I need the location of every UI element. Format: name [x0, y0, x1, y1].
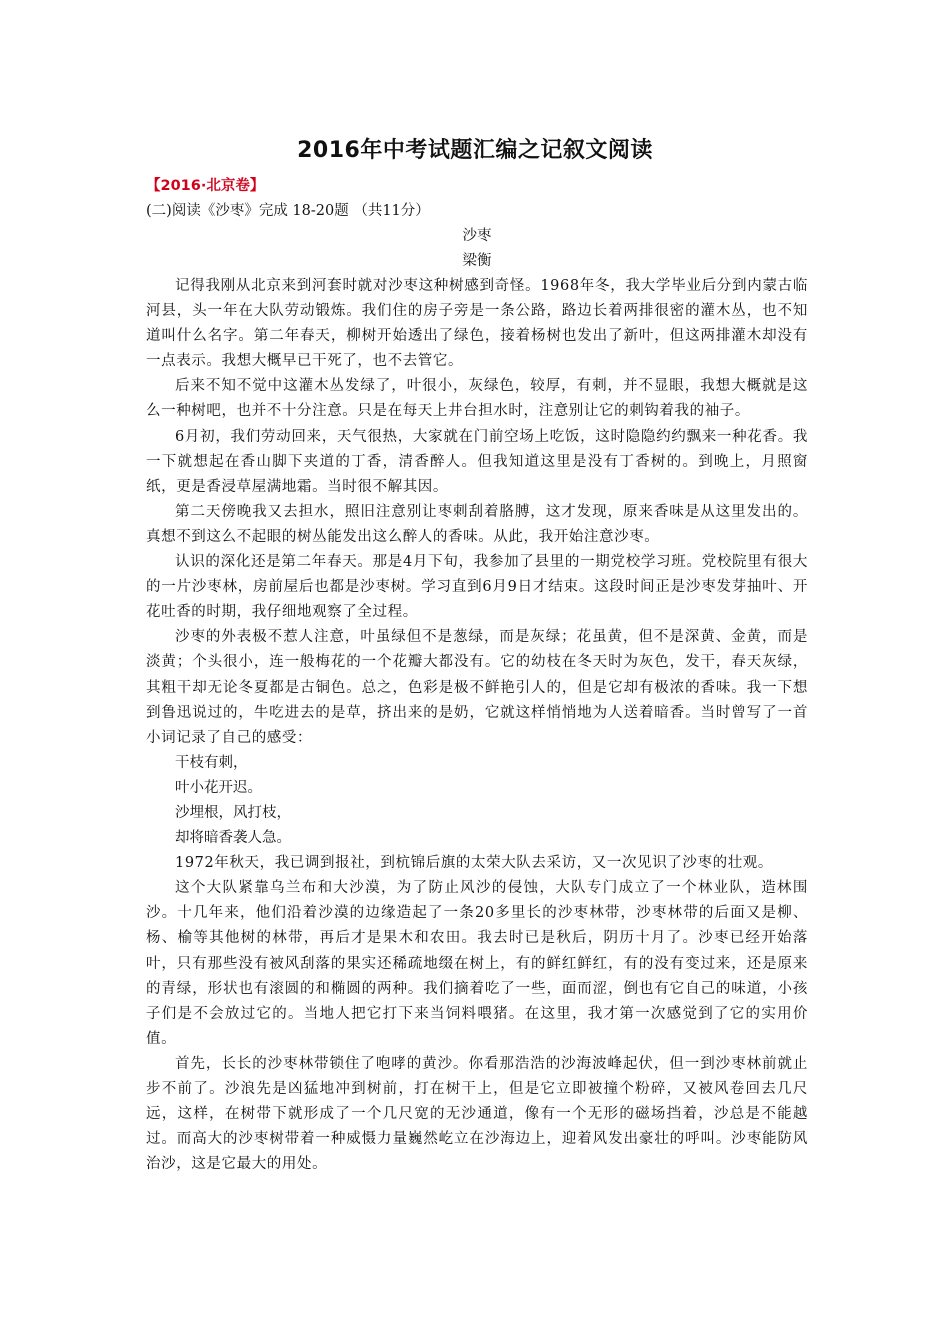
article-title: 沙枣 — [462, 228, 492, 244]
article-body — [146, 174, 808, 1177]
article-author: 梁衡 — [462, 253, 492, 269]
paragraph: 1972年秋天，我已调到报社，到杭锦后旗的太荣大队去采访，又一次见识了沙枣的壮观。 — [175, 855, 773, 872]
paragraph: 首先，长长的沙枣林带锁住了咆哮的黄沙。你看那浩浩的沙海波峰起伏，但一到沙枣林前就止步不前了。沙浪先是凶猛地冲到树前，打在树干上，但是它立即被撞个粉碎，又被风卷回去几尺远，这样，在树带下就形成了一个几尺宽的无沙通道，像有一个无形的磁场挡着，沙总是不能越过。而高大的沙枣树带着一种威慑力量巍然屹立在沙海边上，迎着风发出豪壮的呼叫。沙枣能防风治沙，这是它最大的用处。 — [146, 1055, 808, 1173]
document-title: 2016年中考试题汇编之记叙文阅读 — [297, 138, 653, 163]
question-intro: (二)阅读《沙枣》完成 18-20题 （共11分） — [146, 203, 430, 219]
paragraph: 第二天傍晚我又去担水，照旧注意别让枣刺刮着胳膊，这才发现，原来香味是从这里发出的。真想不到这么不起眼的树丛能发出这么醉人的香味。从此，我开始注意沙枣。 — [146, 503, 808, 545]
paragraph: 记得我刚从北京来到河套时就对沙枣这种树感到奇怪。1968年冬，我大学毕业后分到内蒙古临河县，头一年在大队劳动锻炼。我们住的房子旁是一条公路，路边长着两排很密的灌木丛，也不知道叫什么名字。第二年春天，柳树开始透出了绿色，接着杨树也发出了新叶，但这两排灌木却没有一点表示。我想大概早已干死了，也不去管它。 — [146, 278, 808, 370]
poem-line: 干枝有刺， — [175, 754, 248, 771]
section-tag: 【2016·北京卷】 — [146, 178, 265, 194]
paragraph: 认识的深化还是第二年春天。那是4月下旬，我参加了县里的一期党校学习班。党校院里有很大的一片沙枣林，房前屋后也都是沙枣树。学习直到6月9日才结束。这段时间正是沙枣发芽抽叶、开花吐香的时期，我仔细地观察了全过程。 — [146, 554, 808, 621]
paragraph: 后来不知不觉中这灌木丛发绿了，叶很小，灰绿色，较厚，有刺，并不显眼，我想大概就是这么一种树吧，也并不十分注意。只是在每天上井台担水时，注意别让它的刺钩着我的袖子。 — [146, 378, 808, 420]
poem-line: 沙埋根，风打枝， — [175, 804, 291, 821]
paragraph: 这个大队紧靠乌兰布和大沙漠，为了防止风沙的侵蚀，大队专门成立了一个林业队，造林围沙。十几年来，他们沿着沙漠的边缘造起了一条20多里长的沙枣林带，沙枣林带的后面又是柳、杨、榆等其他树的林带，再后才是果木和农田。我去时已是秋后，阴历十月了。沙枣已经开始落叶，只有那些没有被风刮落的果实还稀疏地缀在树上，有的鲜红鲜红，有的没有变过来，还是原来的青绿，形状也有滚圆的和椭圆的两种。我们摘着吃了一些，面而涩，倒也有它自己的味道，小孩子们是不会放过它的。当地人把它打下来当饲料喂猪。在这里，我才第一次感觉到了它的实用价值。 — [146, 880, 808, 1047]
poem-line: 却将暗香袭人急。 — [175, 830, 291, 847]
paragraph: 6月初，我们劳动回来，天气很热，大家就在门前空场上吃饭，这时隐隐约约飘来一种花香。我一下就想起在香山脚下夹道的丁香，清香醉人。但我知道这里是没有丁香树的。到晚上，月照窗纸，更是香浸草屋满地霜。当时很不解其因。 — [146, 428, 808, 495]
paragraph: 沙枣的外表极不惹人注意，叶虽绿但不是葱绿，而是灰绿；花虽黄，但不是深黄、金黄，而是淡黄；个头很小，连一般梅花的一个花瓣大都没有。它的幼枝在冬天时为灰色，发干，春天灰绿，其粗干却无论冬夏都是古铜色。总之，色彩是极不鲜艳引人的，但是它却有极浓的香味。我一下想到鲁迅说过的，牛吃进去的是草，挤出来的是奶，它就这样悄悄地为人送着暗香。当时曾写了一首小词记录了自己的感受： — [146, 629, 808, 746]
poem-line: 叶小花开迟。 — [175, 779, 262, 796]
